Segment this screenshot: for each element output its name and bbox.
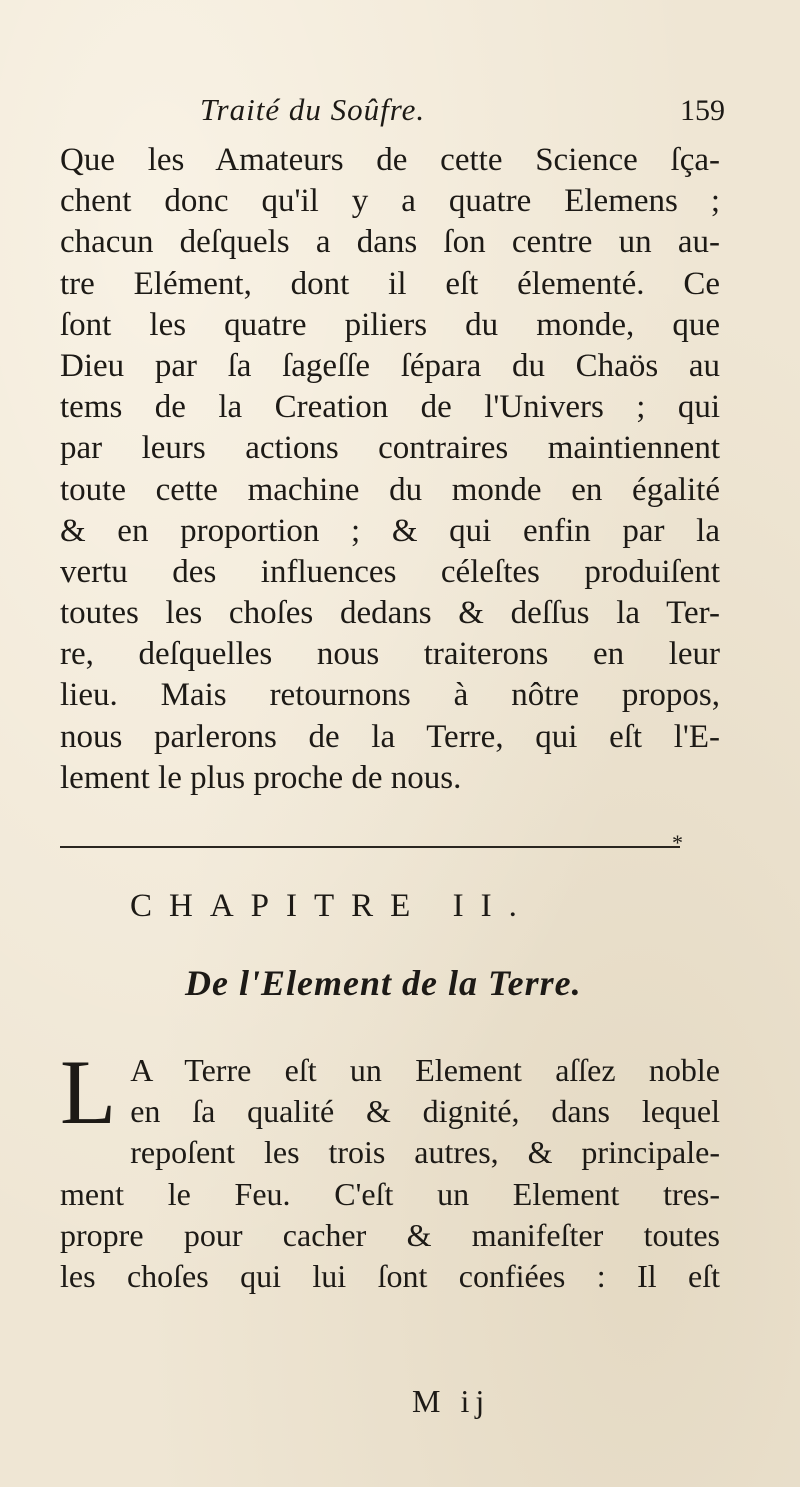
text-line: chacun deſquels a dans ſon centre un au- <box>60 224 720 261</box>
text-line: nous parlerons de la Terre, qui eſt l'E- <box>60 718 720 755</box>
signature-mark: M ij <box>412 1383 491 1419</box>
text-line: vertu des influences céleſtes produiſent <box>60 553 720 590</box>
section-divider-rule <box>60 846 680 848</box>
text-line: propre pour cacher & manifeſter toutes <box>60 1216 720 1253</box>
text-line: ment le Feu. C'eſt un Element tres- <box>60 1175 720 1212</box>
drop-cap: L <box>60 1041 117 1143</box>
text-line: ſont les quatre piliers du monde, que <box>60 306 720 343</box>
text-line: & en proportion ; & qui enfin par la <box>60 512 720 549</box>
text-line: toutes les choſes dedans & deſſus la Ter- <box>60 595 720 632</box>
text-line: tre Elément, dont il eſt élementé. Ce <box>60 265 720 302</box>
text-line: repoſent les trois autres, & principale- <box>130 1134 720 1171</box>
text-line: lement le plus proche de nous. <box>60 759 462 796</box>
text-line: chent donc qu'il y a quatre Elemens ; <box>60 183 720 220</box>
text-line: lieu. Mais retournons à nôtre propos, <box>60 677 720 714</box>
text-line: par leurs actions contraires maintiennent <box>60 430 720 467</box>
text-line: A Terre eſt un Element aſſez noble <box>130 1052 720 1088</box>
text-line: en ſa qualité & dignité, dans lequel <box>130 1093 720 1130</box>
text-line: tems de la Creation de l'Univers ; qui <box>60 389 720 426</box>
opening-paragraph <box>60 140 720 799</box>
text-line: les choſes qui lui ſont confiées : Il eſt <box>60 1257 720 1294</box>
chapter-paragraph <box>60 1041 720 1297</box>
text-line: Que les Amateurs de cette Science ſça- <box>60 142 720 178</box>
chapter-subtitle: De l'Element de la Terre. <box>185 963 582 1003</box>
page-number: 159 <box>680 94 725 127</box>
text-line: toute cette machine du monde en égalité <box>60 471 720 508</box>
text-line: re, deſquelles nous traiterons en leur <box>60 636 720 673</box>
running-head: Traité du Soûfre. <box>200 92 426 127</box>
text-line: Dieu par ſa ſageſſe ſépara du Chaös au <box>60 347 720 384</box>
chapter-title: CHAPITRE II. <box>130 888 534 924</box>
divider-ornament: * <box>672 830 683 855</box>
